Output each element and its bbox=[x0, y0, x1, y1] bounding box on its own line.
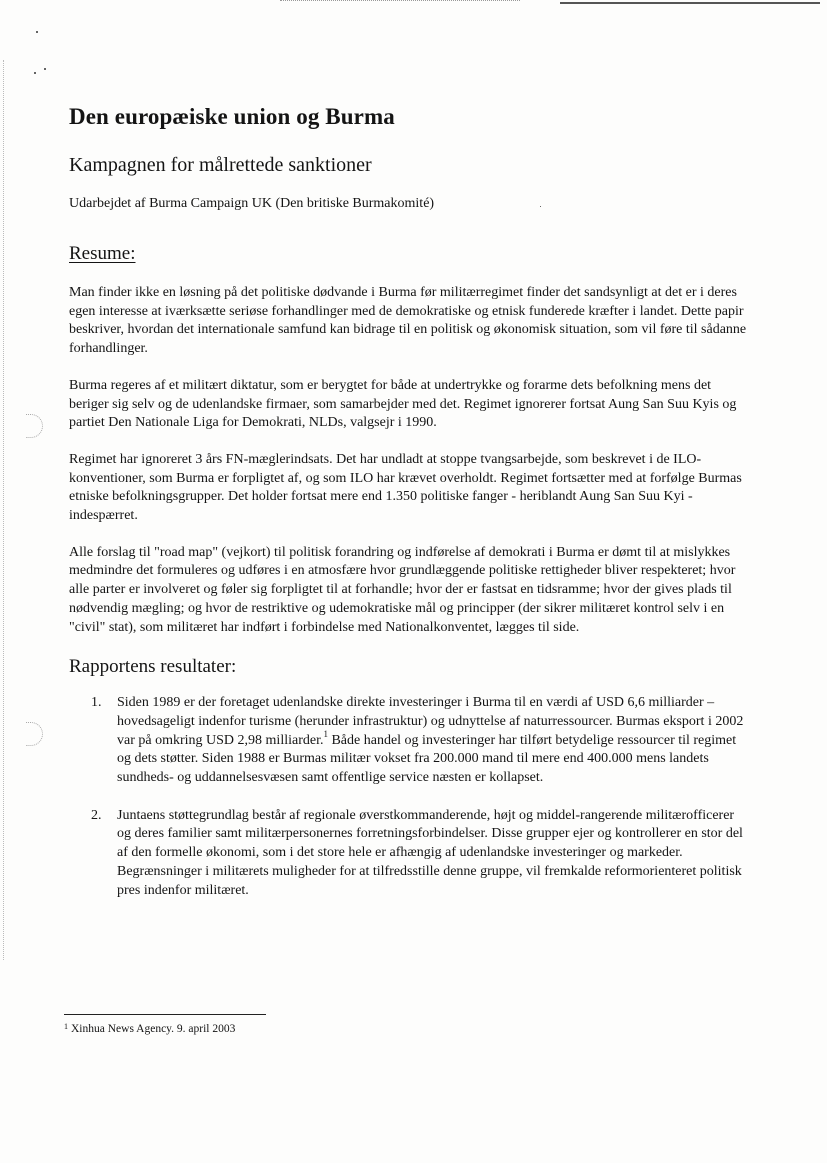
document-subtitle: Kampagnen for målrettede sanktioner bbox=[69, 154, 372, 176]
list-item bbox=[69, 807, 749, 901]
footnote-reference[interactable]: 1 bbox=[323, 729, 328, 739]
resume-paragraph-2: Burma regeres af et militært diktatur, som er berygtet for både at undertrykke og forarme dets befolkning mens det beriger sig selv og de udenlandske firmaer, som samarbejder med det. Regimet ignorerer fortsat Aung San Suu Kyis og partiet Den Nationale Liga for Demokrati, NLDs, valgsejr i 1990. bbox=[69, 377, 737, 431]
scan-speck bbox=[36, 31, 38, 33]
list-item-text: Juntaens støttegrundlag består af regionale øverstkommanderende, højt og middel-rangerende militærofficerer og deres familier samt militærpersonernes forretningsforbindelser. Disse grupper ejer og kontrollerer en stor del af den formelle økonomi, som i det store hele er afhængig af udenlandske investeringer og markeder. Begrænsninger i militærets muligheder for at tilfredsstille denne gruppe, vil fremkalde reformorienteret politisk pres indenfor militæret. bbox=[117, 807, 743, 898]
list-item-text-continued: Både handel og investeringer har tilført betydelige ressourcer til regimet og dets støtter. Siden 1988 er Burmas militær vokset fra 200.000 mand til mere end 400.000 mens landets sundheds- og uddannelsesvæsen samt offentlige service næsten er kollapset. bbox=[117, 732, 737, 786]
list-item bbox=[69, 694, 749, 788]
document-byline: Udarbejdet af Burma Campaign UK (Den britiske Burmakomité) bbox=[69, 196, 435, 211]
list-item-number: 1. bbox=[91, 695, 102, 711]
results-list bbox=[69, 694, 749, 900]
scan-speck bbox=[44, 68, 46, 70]
document-title: Den europæiske union og Burma bbox=[69, 104, 395, 129]
punch-hole-mark bbox=[26, 722, 43, 746]
resume-paragraph-4: Alle forslag til "road map" (vejkort) til politisk forandring og indførelse af demokrati i Burma er dømt til at mislykkes medmindre det formuleres og udføres i en atmosfære hvor grundlæggende politiske rettigheder bliver respekteret; hvor alle parter er involveret og føler sig forpligtet til at forhandle; hvor der er fastsat en tidsramme; hvor der gives plads til nødvendig mægling; og hvor de restriktive og udemokratiske mål og principper (der sikrer militæret kontrol selv i en "civil" stat), som militæret har indført i forbindelse med Nationalkonventet, lægges til side. bbox=[69, 544, 736, 635]
footnote-text: Xinhua News Agency. 9. april 2003 bbox=[71, 1023, 236, 1035]
document-body bbox=[69, 104, 749, 919]
resume-paragraph-1: Man finder ikke en løsning på det politiske dødvande i Burma før militærregimet finder det sandsynligt at det er i deres egen interesse at iværksætte seriøse forhandlinger med de demokratiske og etnisk funderede kræfter i landet. Dette papir beskriver, hvordan det internationale samfund kan bidrage til en politisk og økonomisk situation, som vil føre til sådanne forhandlinger. bbox=[69, 285, 747, 357]
list-item-text: Siden 1989 er der foretaget udenlandske direkte investeringer i Burma til en værdi af USD 6,6 milliarder – hovedsageligt indenfor turisme (herunder infrastruktur) og udnyttelse af naturressourcer. Burmas eksport i 2002 var på omkring USD 2,98 milliarder. bbox=[117, 695, 744, 748]
footnote-divider bbox=[64, 1014, 266, 1015]
scan-artifact-left-edge bbox=[3, 60, 4, 960]
resume-heading: Resume: bbox=[69, 243, 136, 264]
scan-artifact-top-line bbox=[560, 2, 820, 4]
footnote bbox=[64, 1023, 235, 1035]
resume-paragraph-3: Regimet har ignoreret 3 års FN-mæglerindsats. Det har undladt at stoppe tvangsarbejde, som beskrevet i de ILO-konventioner, som Burma er forpligtet af, og som ILO har krævet overholdt. Regimet fortsætter med at forfølge Burmas etniske befolkningsgrupper. Det holder fortsat mere end 1.350 politiske fanger - heriblandt Aung San Suu Kyi - indespærret. bbox=[69, 451, 742, 524]
results-heading: Rapportens resultater: bbox=[69, 656, 237, 678]
punch-hole-mark bbox=[26, 414, 43, 438]
scan-artifact-top-dots bbox=[280, 0, 520, 1]
scan-speck bbox=[34, 72, 36, 74]
list-item-number: 2. bbox=[91, 807, 102, 823]
footnote-number: 1 bbox=[64, 1022, 68, 1031]
